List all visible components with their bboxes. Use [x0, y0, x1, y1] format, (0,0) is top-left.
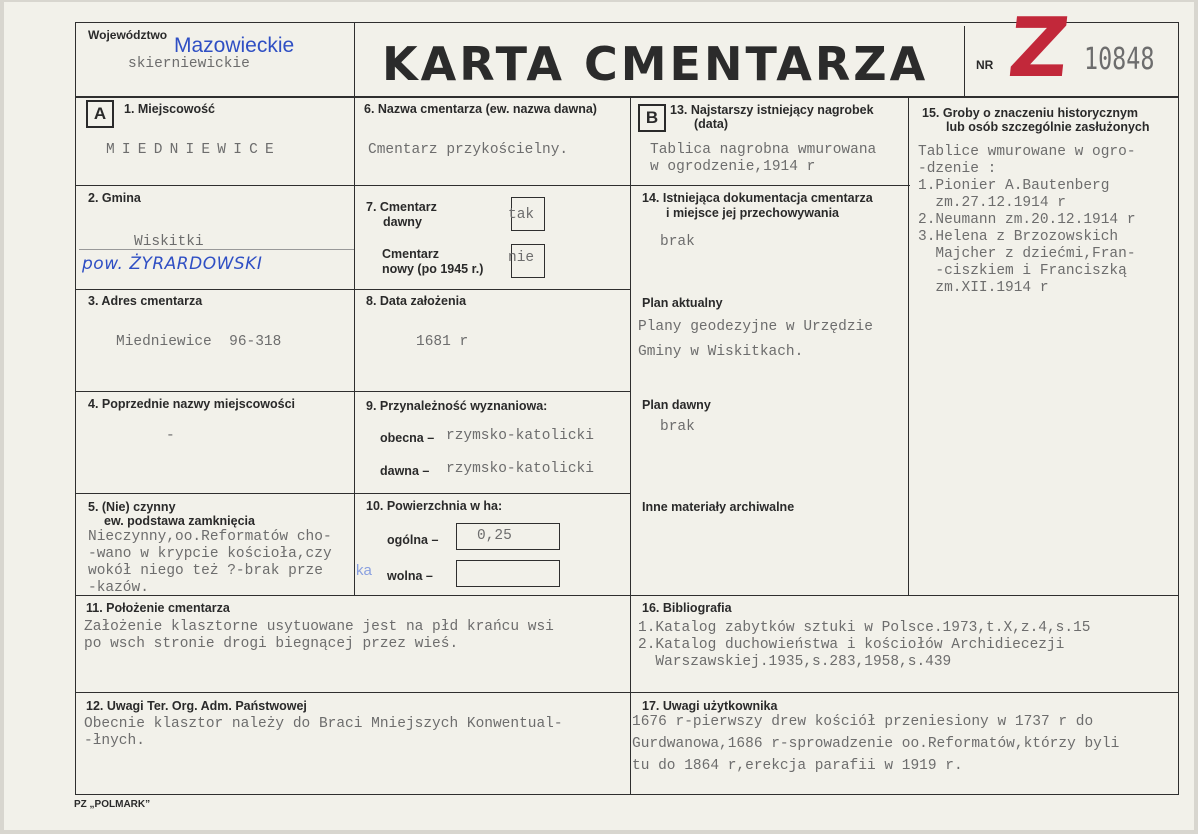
f12-line-1: Obecnie klasztor należy do Braci Mniejszych Konwentual- — [84, 716, 563, 732]
f9-obecna-label: obecna – — [380, 431, 435, 445]
f5-line-3: wokół niego też ?-brak prze — [88, 563, 323, 579]
f9-dawna-value: rzymsko-katolicki — [446, 461, 594, 477]
gmina-underline — [79, 249, 354, 250]
f5-line-4: -kazów. — [88, 580, 149, 596]
f2-handwritten-county: pow. ŻYRARDOWSKI — [82, 254, 263, 274]
inne-materialy-label: Inne materiały archiwalne — [642, 500, 795, 514]
f5-stamp-fragment: ka — [356, 562, 372, 579]
f7-dawny-value: tak — [508, 207, 535, 223]
f10-label: 10. Powierzchnia w ha: — [366, 499, 503, 513]
f15-line-8: -ciszkiem i Franciszką — [918, 263, 1127, 279]
voivodeship-stamp: Mazowieckie — [174, 34, 295, 57]
f8-value: 1681 r — [416, 334, 469, 350]
f15-label-2: lub osób szczególnie zasłużonych — [946, 120, 1150, 134]
f11-line-2: po wsch stronie drogi biegnącej przez wieś. — [84, 636, 459, 652]
f1-label: 1. Miejscowość — [124, 102, 216, 116]
f17-line-3: tu do 1864 r,erekcja parafii w 1919 r. — [632, 758, 963, 774]
f7-nowy-value: nie — [508, 250, 535, 266]
f13-line-2: w ogrodzenie,1914 r — [650, 159, 816, 175]
row-line-5 — [75, 595, 1179, 596]
f17-line-2: Gurdwanowa,1686 r-sprowadzenie oo.Reformatów,którzy byli — [632, 736, 1120, 752]
card-title: KARTA CMENTARZA — [382, 37, 929, 91]
nr-value: 10848 — [1084, 42, 1155, 77]
f10-wolna-label: wolna – — [387, 569, 433, 583]
f4-label: 4. Poprzednie nazwy miejscowości — [88, 397, 296, 411]
header-divider — [354, 22, 355, 97]
f10-wolna-box — [456, 560, 560, 587]
f11-label: 11. Położenie cmentarza — [86, 601, 230, 615]
f15-line-5: 2.Neumann zm.20.12.1914 r — [918, 212, 1136, 228]
printer-mark: PZ „POLMARK” — [74, 799, 151, 810]
f16-line-3: Warszawskiej.1935,s.283,1958,s.439 — [638, 654, 952, 670]
f1-value: MIEDNIEWICE — [106, 142, 281, 158]
f16-label: 16. Bibliografia — [642, 601, 732, 615]
row-line-14 — [630, 185, 910, 186]
row-line-3 — [75, 391, 631, 392]
cemetery-card — [4, 2, 1194, 830]
voivodeship-old: skierniewickie — [128, 56, 250, 72]
plan-aktualny-line-2: Gminy w Wiskitkach. — [638, 344, 804, 360]
col-divider-2 — [630, 97, 631, 795]
plan-aktualny-label: Plan aktualny — [642, 296, 723, 310]
f3-label: 3. Adres cmentarza — [88, 294, 203, 308]
f17-line-1: 1676 r-pierwszy drew kościół przeniesiony w 1737 r do — [632, 714, 1094, 730]
f11-line-1: Założenie klasztorne usytuowane jest na płd krańcu wsi — [84, 619, 554, 635]
f9-label: 9. Przynależność wyznaniowa: — [366, 399, 548, 413]
f3-value: Miedniewice 96-318 — [116, 334, 282, 350]
f13-line-1: Tablica nagrobna wmurowana — [650, 142, 877, 158]
f15-line-7: Majcher z dziećmi,Fran- — [918, 246, 1136, 262]
f15-line-2: -dzenie : — [918, 161, 997, 177]
plan-dawny-label: Plan dawny — [642, 398, 711, 412]
section-b-letter: B — [638, 104, 666, 132]
f4-value: - — [166, 428, 175, 444]
f12-label: 12. Uwagi Ter. Org. Adm. Państwowej — [86, 699, 307, 713]
f5-label-2: ew. podstawa zamknięcia — [104, 514, 255, 528]
f17-label: 17. Uwagi użytkownika — [642, 699, 778, 713]
f7-nowy-label: Cmentarz — [382, 247, 439, 261]
f6-value: Cmentarz przykościelny. — [368, 142, 569, 158]
col-divider-1 — [354, 97, 355, 595]
f9-dawna-label: dawna – — [380, 464, 430, 478]
f8-label: 8. Data założenia — [366, 294, 467, 308]
plan-dawny-value: brak — [660, 419, 695, 435]
f12-line-2: -łnych. — [84, 733, 145, 749]
f15-line-3: 1.Pionier A.Bautenberg — [918, 178, 1110, 194]
f14-value: brak — [660, 234, 695, 250]
header-divider-nr — [964, 26, 965, 97]
f16-line-1: 1.Katalog zabytków sztuki w Polsce.1973,t.X,z.4,s.15 — [638, 620, 1091, 636]
f5-line-1: Nieczynny,oo.Reformatów cho- — [88, 529, 332, 545]
row-line-4 — [75, 493, 631, 494]
f7-nowy-label-2: nowy (po 1945 r.) — [382, 262, 484, 276]
f15-line-6: 3.Helena z Brzozowskich — [918, 229, 1119, 245]
nr-letter-handwritten: Z — [1004, 1, 1074, 96]
f15-label: 15. Groby o znaczeniu historycznym — [922, 106, 1139, 120]
f7-dawny-label: 7. Cmentarz — [366, 200, 437, 214]
f10-ogolna-label: ogólna – — [387, 533, 439, 547]
voivodeship-label: Województwo — [88, 28, 168, 42]
f10-ogolna-value: 0,25 — [477, 528, 512, 544]
f16-line-2: 2.Katalog duchowieństwa i kościołów Archidiecezji — [638, 637, 1065, 653]
f13-label-2: (data) — [694, 117, 729, 131]
f15-line-1: Tablice wmurowane w ogro- — [918, 144, 1136, 160]
row-line-2 — [75, 289, 631, 290]
section-a-letter: A — [86, 100, 114, 128]
col-divider-3 — [908, 97, 909, 595]
f15-line-9: zm.XII.1914 r — [918, 280, 1049, 296]
nr-label: NR — [976, 58, 994, 72]
f5-label: 5. (Nie) czynny — [88, 500, 176, 514]
f7-dawny-label-2: dawny — [383, 215, 422, 229]
plan-aktualny-line-1: Plany geodezyjne w Urzędzie — [638, 319, 873, 335]
f15-line-4: zm.27.12.1914 r — [918, 195, 1066, 211]
f14-label-2: i miejsce jej przechowywania — [666, 206, 839, 220]
f5-line-2: -wano w krypcie kościoła,czy — [88, 546, 332, 562]
f2-value: Wiskitki — [134, 234, 204, 250]
row-line-1 — [75, 185, 631, 186]
row-line-6 — [75, 692, 1179, 693]
f9-obecna-value: rzymsko-katolicki — [446, 428, 594, 444]
f13-label: 13. Najstarszy istniejący nagrobek — [670, 103, 874, 117]
f6-label: 6. Nazwa cmentarza (ew. nazwa dawna) — [364, 102, 597, 116]
f2-label: 2. Gmina — [88, 191, 141, 205]
f14-label: 14. Istniejąca dokumentacja cmentarza — [642, 191, 873, 205]
